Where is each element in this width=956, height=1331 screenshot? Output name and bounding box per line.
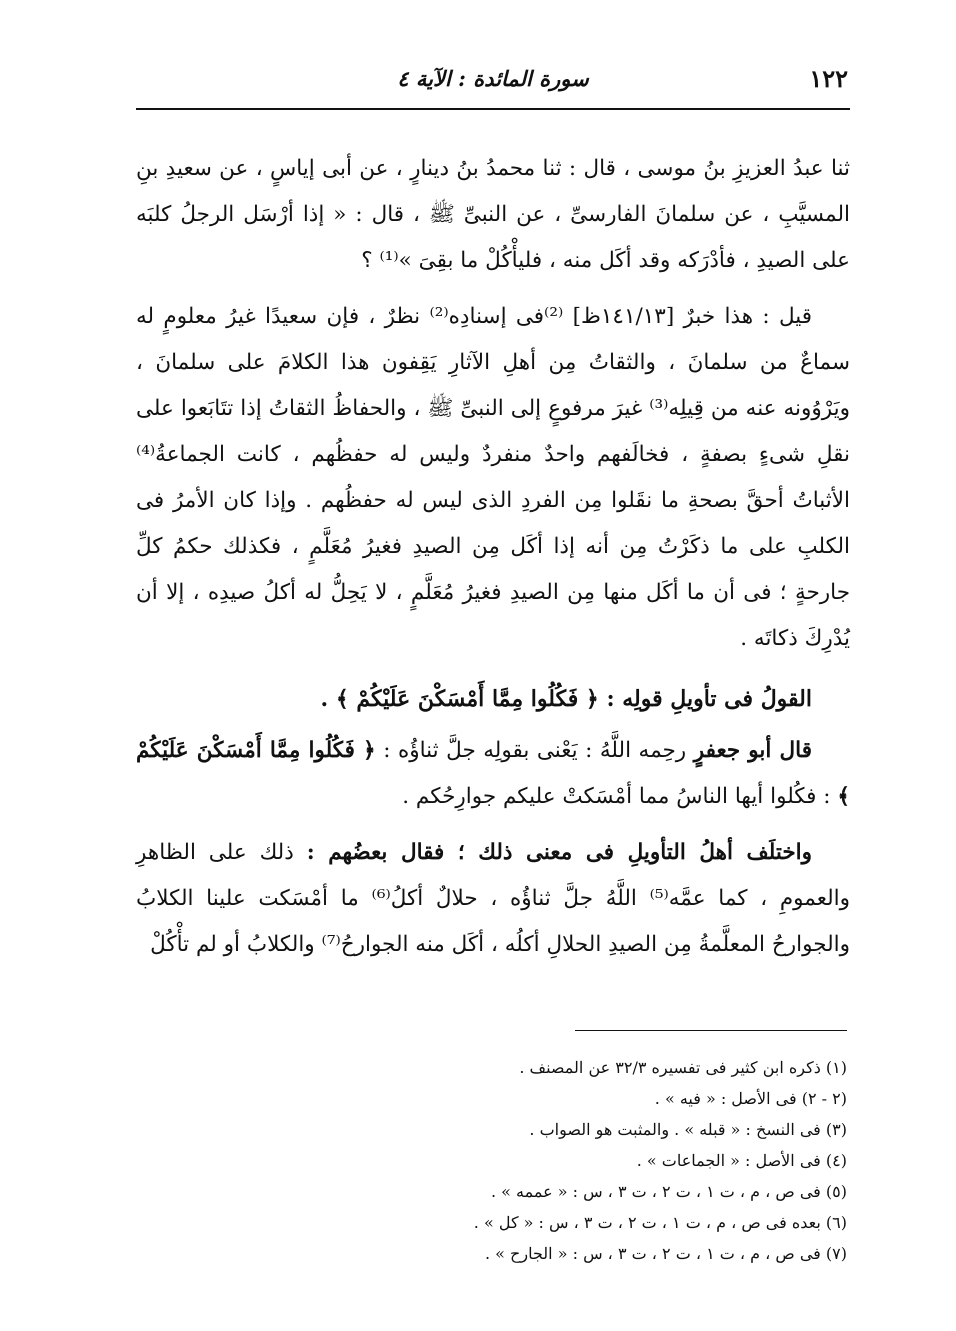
footnote: (٦) بعده فى ص ، م ، ت ١ ، ت ٢ ، ت ٣ ، س : « كل » . (473, 1213, 847, 1232)
paragraph-abu-jafar (136, 728, 850, 820)
section-heading (136, 676, 850, 722)
paragraph-commentary: قيل : هذا خبرٌ [١٤١/١٣ظ] ⁽²⁾فى إسنادِه⁽²⁾ نظرٌ ، فإن سعيدًا غيرُ معلومٍ له سماعٌ من سلمانَ ، والثقاتُ مِن أهلِ الآثارِ يَقِفون هذا الكلامَ على سلمانَ ، ويَرْوُونه عنه من قِيلِه⁽³⁾ غيرَ مرفوعٍ إلى النبىِّ ﷺ ، والحفاظُ الثقاتُ إذا تتَابَعوا على نقلِ شىءٍ بصفةٍ ، فخالَفهم واحدٌ منفردٌ وليس له حفظُهم ، كانت الجماعةُ⁽⁴⁾ الأثباتُ أحقَّ بصحةِ ما نقَلوا مِن الفردِ الذى ليس له حفظُهم . وإذا كان الأمرُ فى الكلبِ على ما ذكَرْتُ مِن أنه إذا أكَل مِن الصيدِ فغيرُ مُعَلَّمٍ ، فكذلك حكمُ كلِّ جارحةٍ ؛ فى أن ما أكَل منها مِن الصيدِ فغيرُ مُعَلَّمٍ ، لا يَحِلُّ له أكلُ صيدِه ، إلا أن يُدْرِكَ ذكاتَه . (136, 304, 850, 651)
paragraph-disagreement (136, 830, 850, 968)
footnote: (٢ - ٢) فى الأصل : « فيه » . (654, 1089, 847, 1108)
footnote: (٣) فى النسخ : « قبله » . والمثبت هو الصواب . (529, 1120, 847, 1139)
footnote-rule (575, 1030, 847, 1031)
page-number: ١٢٢ (809, 64, 848, 93)
footnote: (٥) فى ص ، م ، ت ١ ، ت ٢ ، ت ٣ ، س : « عممه » . (490, 1182, 847, 1201)
heading-verse: ﴿ فَكُلُوا مِمَّا أَمْسَكْنَ عَلَيْكُمْ ﴾ . (320, 686, 599, 712)
p3-verse: ﴿ فَكُلُوا مِمَّا أَمْسَكْنَ عَلَيْكُمْ ﴾ (136, 738, 850, 809)
footnote: (١) ذكره ابن كثير فى تفسيره ٣٢/٣ عن المصنف . (519, 1058, 847, 1077)
heading-prefix: القولُ فى تأويلِ قولِه : (606, 686, 812, 712)
paragraph-hadith: ثنا عبدُ العزيزِ بنُ موسى ، قال : ثنا محمدُ بنُ دينارٍ ، عن أبى إياسٍ ، عن سعيدِ بنِ المسيَّبِ ، عن سلمانَ الفارسىِّ ، عن النبىِّ ﷺ ، قال : « إذا أرْسَل الرجلُ كلبَه على الصيدِ ، فأدْرَكه وقد أكَل منه ، فليأْكُلْ ما بقِىَ »⁽¹⁾ ؟ (136, 156, 850, 273)
footnotes (300, 1052, 847, 1269)
page-header (138, 58, 848, 98)
p4-text: ذلك على الظاهرِ والعمومِ ، كما عمَّه⁽⁵⁾ اللَّهُ جلَّ ثناؤُه ، حلالٌ أكلُ⁽⁶⁾ ما أمْسَكت علينا الكلابُ والجوارحُ المعلَّمةُ مِن الصيدِ الحلالِ أكلُه ، أكَل منه الجوارحُ⁽⁷⁾ والكلابُ أو لم تأْكُلْ (136, 840, 850, 957)
p3-text: رحِمه اللَّهُ : يَعْنى بقولِه جلَّ ثناؤُه : (383, 738, 687, 763)
footnote: (٧) فى ص ، م ، ت ١ ، ت ٢ ، ت ٣ ، س : « الجارح » . (485, 1244, 847, 1263)
main-text (136, 146, 850, 968)
footnote: (٤) فى الأصل : « الجماعات » . (636, 1151, 847, 1170)
p3-tail: : فكُلوا أيها الناسُ مما أمْسَكتْ عليكم جوارِحُكم . (402, 784, 831, 809)
p4-lead: واختلَف أهلُ التأويلِ فى معنى ذلك ؛ فقال بعضُهم : (306, 840, 812, 865)
speaker-name: قال أبو جعفرٍ (693, 738, 812, 763)
header-rule (136, 108, 850, 110)
running-title: سورة المائدة : الآية ٤ (397, 66, 589, 91)
